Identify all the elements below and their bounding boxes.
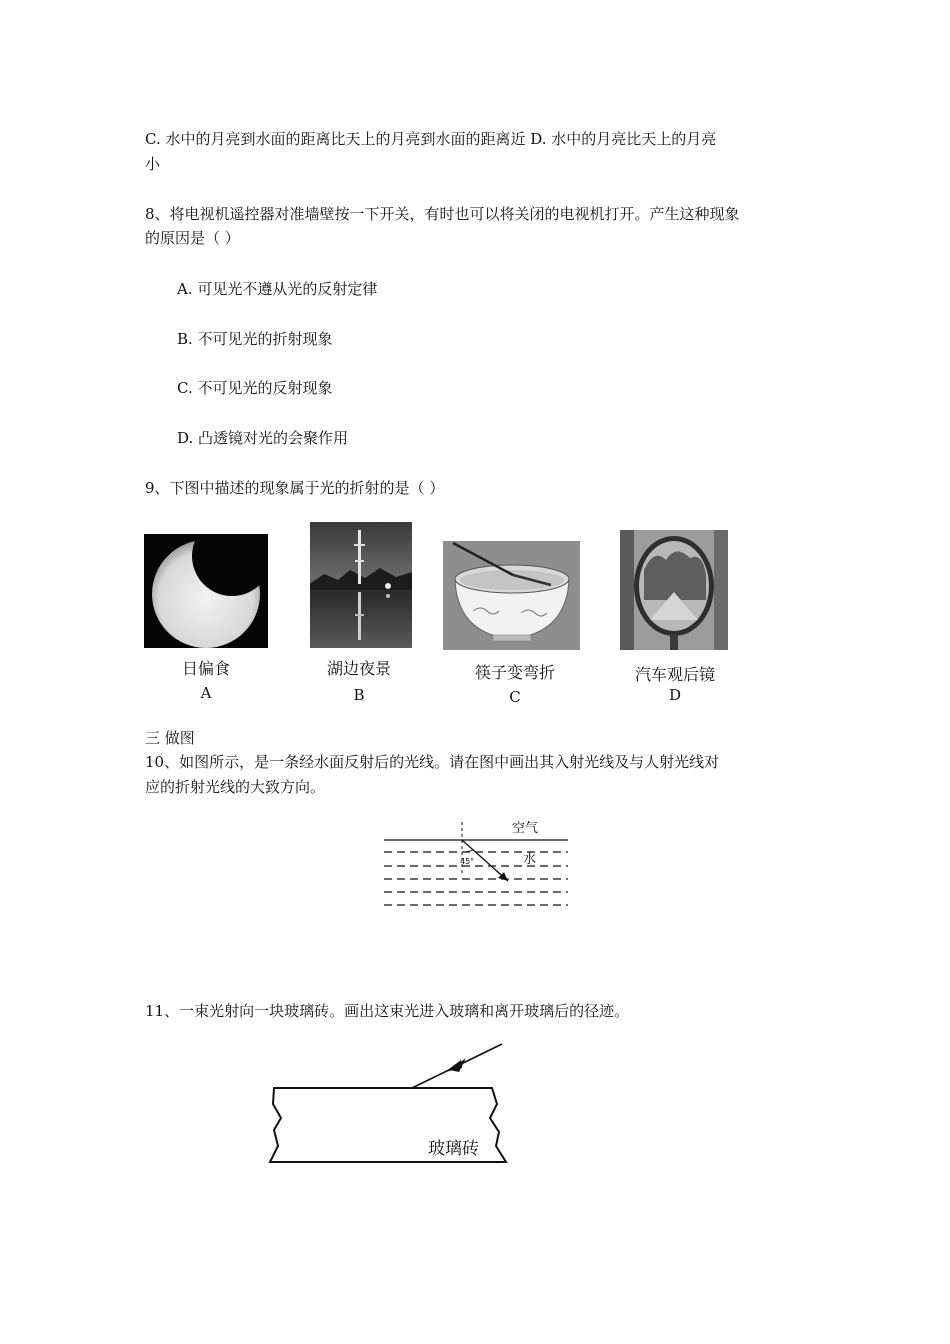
q8-stem-line1: 8、将电视机遥控器对准墙壁按一下开关，有时也可以将关闭的电视机打开。产生这种现象 [145, 205, 740, 223]
glass-brick-label: 玻璃砖 [428, 1139, 479, 1159]
caption-d: 汽车观后镜 [634, 665, 715, 684]
caption-b: 湖边夜景 [326, 659, 391, 678]
letter-c: C [509, 688, 521, 706]
q11-stem: 11、一束光射向一块玻璃砖。画出这束光进入玻璃和离开玻璃后的径迹。 [145, 1002, 630, 1020]
letter-d: D [668, 686, 682, 704]
air-label: 空气 [512, 821, 539, 836]
partial-solar-eclipse-photo [144, 534, 268, 648]
glass-brick-diagram [262, 1040, 512, 1166]
bent-chopstick-bowl-photo [443, 541, 580, 650]
caption-a: 日偏食 [181, 659, 230, 678]
q10-stem-line1: 10、如图所示，是一条经水面反射后的光线。请在图中画出其入射光线及与人射光线对 [145, 753, 720, 771]
water-label: 水 [523, 852, 537, 867]
q8-stem-line2: 的原因是（ ） [145, 229, 240, 247]
caption-c: 筷子变弯折 [474, 663, 555, 682]
q10-stem-line2: 应的折射光线的大致方向。 [145, 778, 326, 796]
q8-option-c: C. 不可见光的反射现象 [177, 379, 333, 397]
letter-a: A [200, 684, 212, 702]
q8-option-d: D. 凸透镜对光的会聚作用 [177, 429, 349, 447]
q7-option-c-line1: C. 水中的月亮到水面的距离比天上的月亮到水面的距离近 D. 水中的月亮比天上的月亮 [145, 130, 717, 148]
q9-stem: 9、下图中描述的现象属于光的折射的是（ ） [145, 479, 445, 497]
q8-option-a: A. 可见光不遵从光的反射定律 [177, 280, 378, 298]
angle-label: 45° [460, 857, 475, 866]
letter-b: B [353, 686, 365, 704]
car-mirror-photo [620, 530, 728, 650]
lakeside-night-photo [310, 522, 412, 648]
reflection-diagram [378, 818, 578, 916]
q7-option-c-line2: 小 [145, 155, 161, 173]
q8-option-b: B. 不可见光的折射现象 [177, 330, 333, 348]
section-3-title: 三 做图 [145, 729, 195, 747]
